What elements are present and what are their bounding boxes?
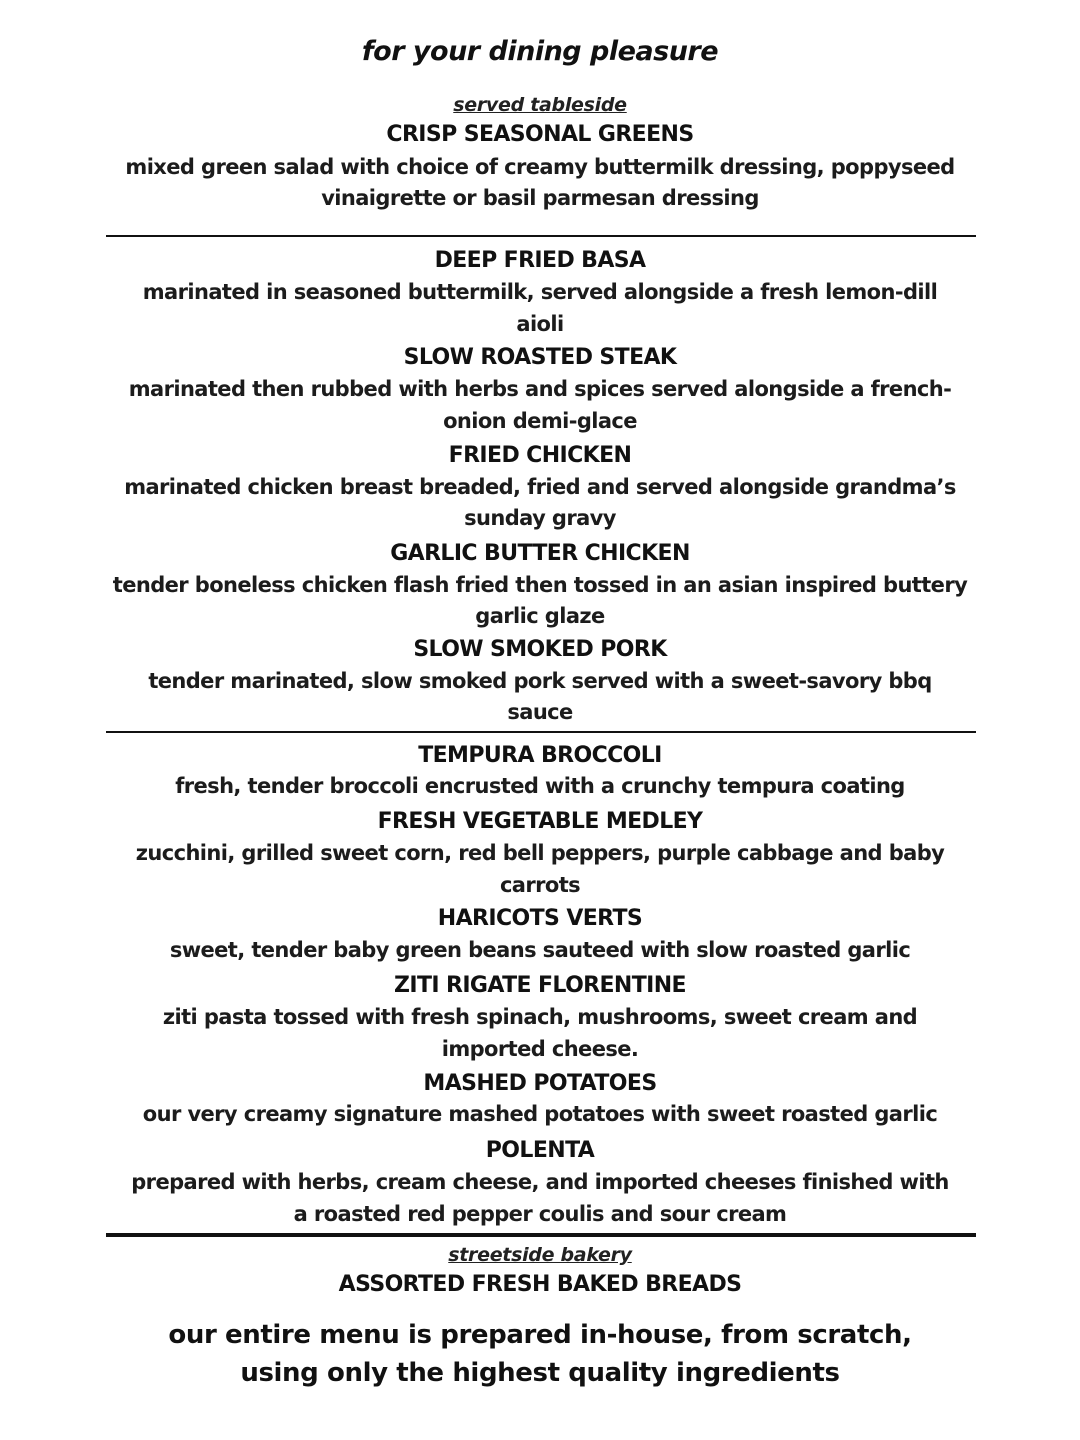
section-label-streetside-bakery: streetside bakery [448, 1244, 632, 1266]
menu-item-description: zucchini, grilled sweet corn, red bell peppers, purple cabbage and baby [135, 841, 945, 865]
menu-item-name: DEEP FRIED BASA [434, 248, 646, 273]
footer-tagline: using only the highest quality ingredients [240, 1358, 840, 1388]
section-divider [106, 1233, 976, 1237]
menu-item-name: ZITI RIGATE FLORENTINE [394, 973, 686, 998]
menu-item-description: vinaigrette or basil parmesan dressing [321, 186, 759, 210]
menu-item-description: ziti pasta tossed with fresh spinach, mushrooms, sweet cream and [162, 1005, 918, 1029]
menu-item-description: sunday gravy [464, 506, 616, 530]
menu-item-name: MASHED POTATOES [423, 1071, 657, 1096]
menu-item-description: fresh, tender broccoli encrusted with a crunchy tempura coating [175, 774, 905, 798]
menu-item-description: marinated in seasoned buttermilk, served alongside a fresh lemon-dill [142, 280, 938, 304]
menu-item-description: imported cheese. [441, 1037, 639, 1061]
menu-item-name: TEMPURA BROCCOLI [418, 743, 662, 768]
menu-item-description: carrots [499, 873, 581, 897]
menu-item-description: a roasted red pepper coulis and sour cream [293, 1202, 787, 1226]
menu-item-name: SLOW ROASTED STEAK [403, 345, 677, 370]
page-title: for your dining pleasure [361, 36, 719, 67]
menu-item-name: HARICOTS VERTS [437, 906, 643, 931]
menu-item-description: marinated chicken breast breaded, fried and served alongside grandma’s [124, 475, 956, 499]
menu-item-description: tender boneless chicken flash fried then tossed in an asian inspired buttery [112, 573, 968, 597]
menu-item-name: CRISP SEASONAL GREENS [386, 122, 694, 147]
menu-item-name: FRESH VEGETABLE MEDLEY [377, 809, 703, 834]
menu-item-description: garlic glaze [475, 604, 605, 628]
menu-item-name: SLOW SMOKED PORK [413, 637, 667, 662]
menu-item-name: POLENTA [485, 1138, 595, 1163]
menu-item-description: prepared with herbs, cream cheese, and imported cheeses finished with [131, 1170, 949, 1194]
menu-item-description: aioli [516, 312, 564, 336]
menu-item-description: sauce [507, 700, 573, 724]
section-label-served-tableside: served tableside [453, 94, 627, 116]
menu-item-description: sweet, tender baby green beans sauteed with slow roasted garlic [169, 938, 911, 962]
menu-item-name: FRIED CHICKEN [448, 443, 632, 468]
menu-item-description: onion demi-glace [443, 409, 637, 433]
footer-tagline: our entire menu is prepared in-house, from scratch, [168, 1320, 912, 1350]
menu-item-description: tender marinated, slow smoked pork served with a sweet-savory bbq [148, 669, 932, 693]
section-divider [106, 731, 976, 733]
section-divider [106, 235, 976, 237]
menu-item-description: our very creamy signature mashed potatoes with sweet roasted garlic [142, 1102, 938, 1126]
menu-item-name: GARLIC BUTTER CHICKEN [390, 541, 690, 566]
menu-item-description: marinated then rubbed with herbs and spices served alongside a french- [128, 377, 952, 401]
menu-item-description: mixed green salad with choice of creamy buttermilk dressing, poppyseed [125, 155, 955, 179]
menu-item-name: ASSORTED FRESH BAKED BREADS [338, 1272, 742, 1297]
